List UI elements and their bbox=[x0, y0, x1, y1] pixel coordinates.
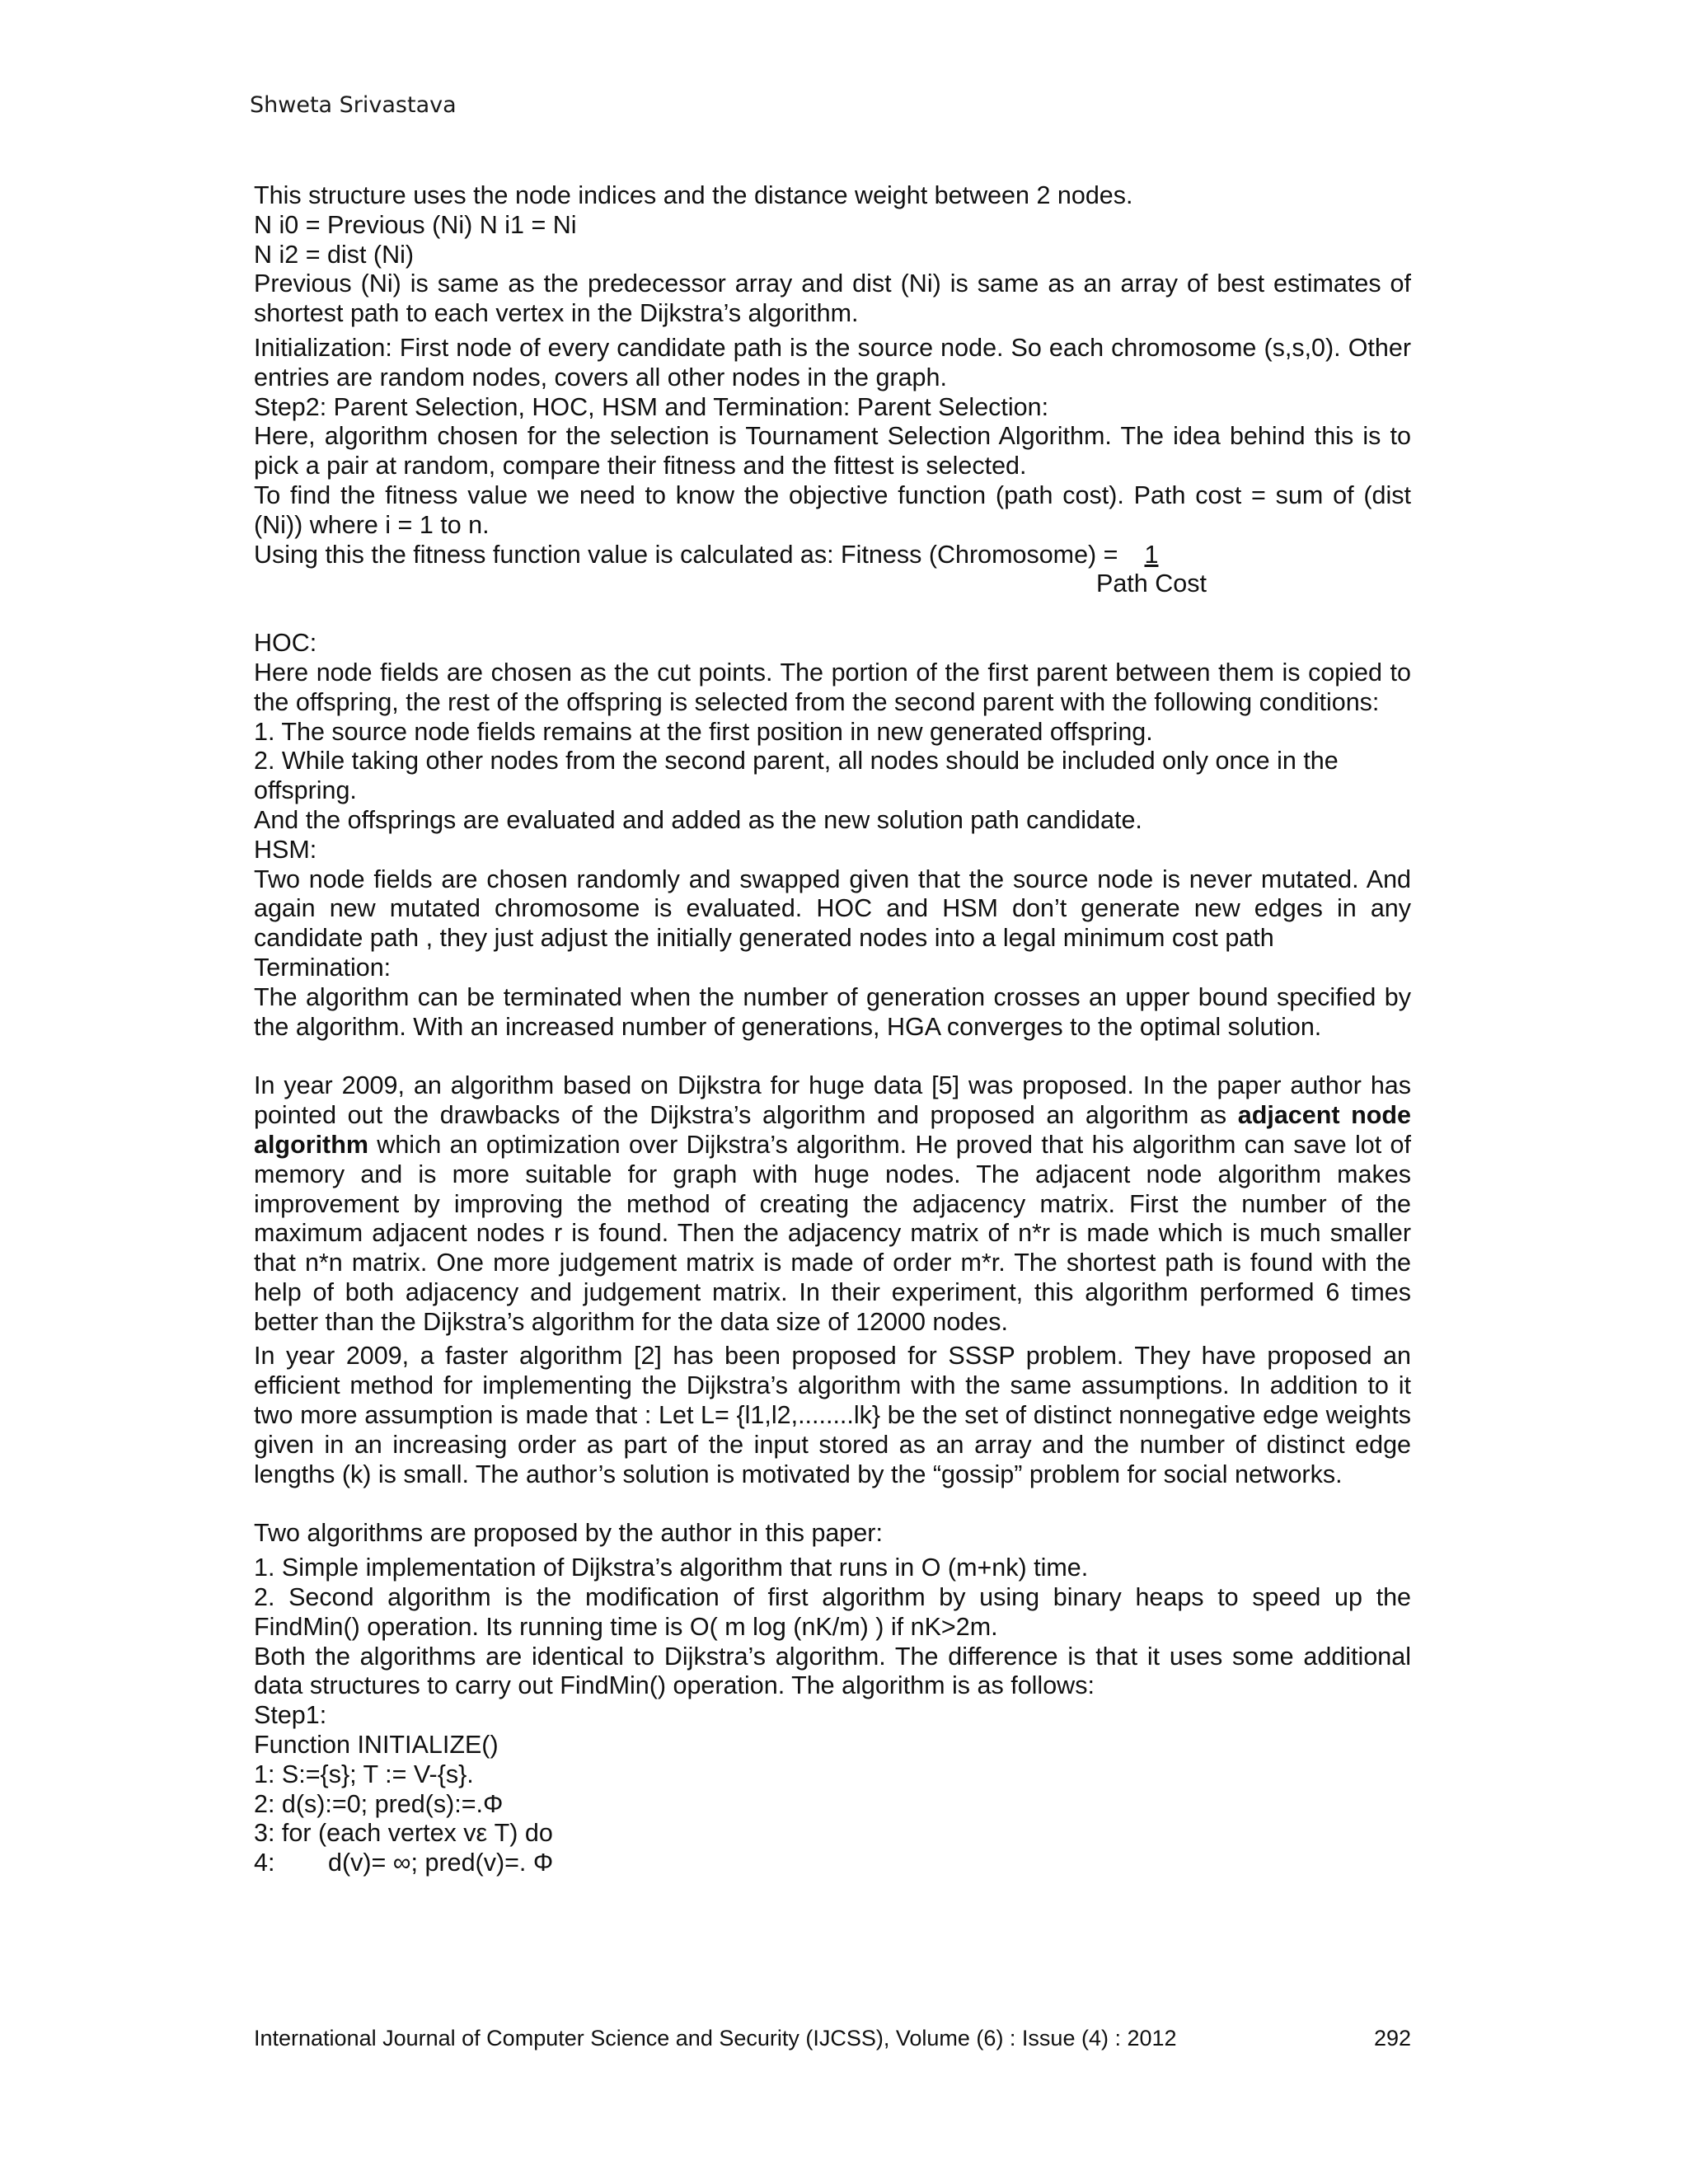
paragraph: Step2: Parent Selection, HOC, HSM and Termination: Parent Selection: bbox=[254, 392, 1049, 421]
code-line: 3: for (each vertex vε T) do bbox=[254, 1819, 553, 1848]
paragraph: This structure uses the node indices and the distance weight between 2 nodes. bbox=[254, 181, 1133, 209]
paragraph: Two node fields are chosen randomly and swapped given that the source node is never mutated. And again new mutated chromosome is evaluated. HOC and HSM don’t generate new edges in any candidate path , they just adjust the initially generated nodes into a legal minimum cost path bbox=[254, 865, 1411, 953]
body-text bbox=[254, 181, 1411, 1878]
paragraph: In year 2009, a faster algorithm [2] has been proposed for SSSP problem. They have proposed an efficient method for implementing the Dijkstra’s algorithm with the same assumptions. In addition to it two more assumption is made that : Let L= {l1,l2,........lk} be the set of distinct nonnegative edge weights given in an increasing order as part of the input stored as an array and the number of distinct edge lengths (k) is small. The author’s solution is motivated by the “gossip” problem for social networks. bbox=[254, 1342, 1411, 1488]
fitness-formula bbox=[254, 541, 1411, 570]
paragraph-text: In year 2009, an algorithm based on Dijkstra for huge data [5] was proposed. In the paper author has pointed out the drawbacks of the Dijkstra’s algorithm and proposed an algorithm as bbox=[254, 1071, 1411, 1130]
code-line bbox=[254, 1849, 1411, 1878]
list-item: 2. Second algorithm is the modification of first algorithm by using binary heaps to speed up the FindMin() operation. Its running time is O( m log (nK/m) ) if nK>2m. bbox=[254, 1583, 1411, 1641]
page-number: 292 bbox=[1373, 2026, 1411, 2050]
paragraph-text: which an optimization over Dijkstra’s algorithm. He proved that his algorithm can save lot of memory and is more suitable for graph with huge nodes. The adjacent node algorithm makes improvement by improving the method of creating the adjacency matrix. First the number of the maximum adjacent nodes r is found. Then the adjacency matrix of n*r is made which is much smaller that n*n matrix. One more judgement matrix is made of order m*r. The shortest path is found with the help of both adjacency and judgement matrix. In their experiment, this algorithm performed 6 times better than the Dijkstra’s algorithm for the data size of 12000 nodes. bbox=[254, 1130, 1411, 1336]
paragraph: To find the fitness value we need to know the objective function (path cost). Path cost = sum of (dist (Ni)) where i = 1 to n. bbox=[254, 480, 1411, 539]
paragraph: Previous (Ni) is same as the predecessor array and dist (Ni) is same as an array of best estimates of shortest path to each vertex in the Dijkstra’s algorithm. bbox=[254, 269, 1411, 328]
paragraph: Two algorithms are proposed by the author in this paper: bbox=[254, 1519, 883, 1548]
list-item: 1. The source node fields remains at the first position in new generated offspring. bbox=[254, 717, 1153, 746]
running-header-author: Shweta Srivastava bbox=[250, 92, 457, 118]
paragraph: Initialization: First node of every candidate path is the source node. So each chromosome (s,s,0). Other entries are random nodes, covers all other nodes in the graph. bbox=[254, 333, 1411, 391]
page-footer bbox=[254, 2026, 1411, 2051]
code-line-body: d(v)= ∞; pred(v)=. Φ bbox=[328, 1849, 554, 1877]
paragraph: Here node fields are chosen as the cut points. The portion of the first parent between them is copied to the offspring, the rest of the offspring is selected from the second parent with the following conditions: bbox=[254, 658, 1411, 716]
paragraph: Here, algorithm chosen for the selection is Tournament Selection Algorithm. The idea behind this is to pick a pair at random, compare their fitness and the fittest is selected. bbox=[254, 422, 1411, 480]
paragraph: N i2 = dist (Ni) bbox=[254, 240, 415, 269]
code-line: 1: S:={s}; T := V-{s}. bbox=[254, 1760, 474, 1788]
section-heading-hoc: HOC: bbox=[254, 629, 317, 658]
step-label: Step1: bbox=[254, 1701, 327, 1730]
formula-text: Using this the fitness function value is calculated as: Fitness (Chromosome) = bbox=[254, 540, 1118, 569]
section-heading-termination: Termination: bbox=[254, 953, 392, 982]
code-line: Function INITIALIZE() bbox=[254, 1731, 499, 1760]
journal-citation: International Journal of Computer Science and Security (IJCSS), Volume (6) : Issue (4) : 2012 bbox=[254, 2026, 1177, 2050]
list-item: 2. While taking other nodes from the second parent, all nodes should be included only once in the offspring. bbox=[254, 747, 1339, 805]
section-heading-hsm: HSM: bbox=[254, 835, 317, 864]
paragraph: And the offsprings are evaluated and added as the new solution path candidate. bbox=[254, 805, 1142, 834]
paragraph: The algorithm can be terminated when the number of generation crosses an upper bound specified by the algorithm. With an increased number of generations, HGA converges to the optimal solution. bbox=[254, 982, 1411, 1041]
list-item: 1. Simple implementation of Dijkstra’s algorithm that runs in O (m+nk) time. bbox=[254, 1554, 1089, 1582]
formula-numerator: 1 bbox=[1144, 540, 1159, 569]
code-line-number: 4: bbox=[254, 1849, 275, 1877]
formula-denominator: Path Cost bbox=[1096, 569, 1207, 598]
paragraph: N i0 = Previous (Ni) N i1 = Ni bbox=[254, 210, 577, 239]
paragraph: Both the algorithms are identical to Dijkstra’s algorithm. The difference is that it uses some additional data structures to carry out FindMin() operation. The algorithm is as follows: bbox=[254, 1642, 1411, 1700]
code-line: 2: d(s):=0; pred(s):=.Φ bbox=[254, 1789, 504, 1818]
bold-term: adjacent node algorithm bbox=[254, 1101, 1411, 1159]
paragraph bbox=[254, 1071, 1411, 1337]
